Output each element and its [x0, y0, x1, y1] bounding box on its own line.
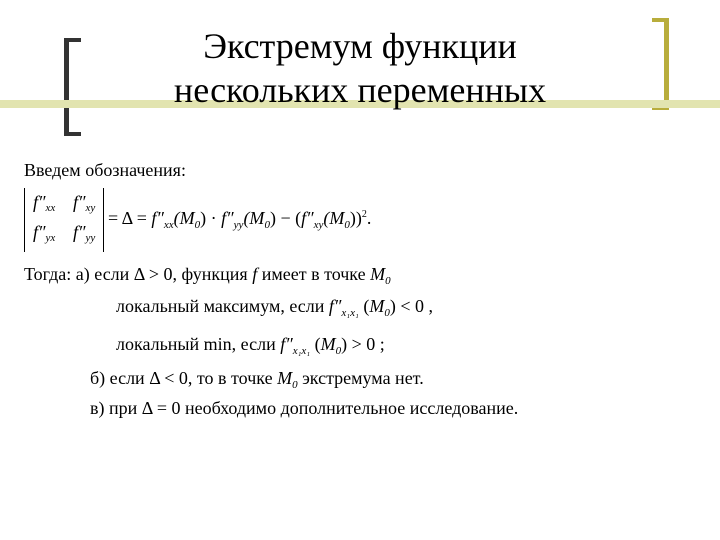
local-min-line: локальный min, если $f''_{x_1x_1}$ $(M_0) > 0$ ; — [116, 334, 385, 357]
case-c-line: в) при Δ = 0 необходимо дополнительное исследование. — [90, 398, 519, 418]
intro-text: Введем обозначения: — [24, 160, 186, 180]
local-max-line: локальный максимум, если $f''_{x_1x_1}$ $(M_0) < 0$ , — [116, 296, 433, 319]
det-a12: f″xy — [73, 192, 96, 214]
det-a11: f″xx — [33, 192, 56, 214]
det-a22: f″yy — [73, 222, 96, 244]
det-a21: f″yx — [33, 222, 56, 244]
case-b-line: б) если Δ < 0, то в точке $M_0$ экстремума нет. — [90, 368, 424, 391]
title-line-1: Экстремум функции — [203, 26, 517, 66]
title-line-2: нескольких переменных — [173, 70, 547, 110]
hessian-determinant — [24, 188, 104, 252]
delta-formula: = $\Delta = f''_{xx}(M_0) \cdot f''_{yy}(M_0) - (f''_{xy}(M_0))^2$. — [108, 208, 372, 231]
case-a-line: Тогда: а) если Δ > 0, функция f имеет в точке $M_0$ — [24, 264, 391, 287]
slide-title — [0, 24, 720, 112]
